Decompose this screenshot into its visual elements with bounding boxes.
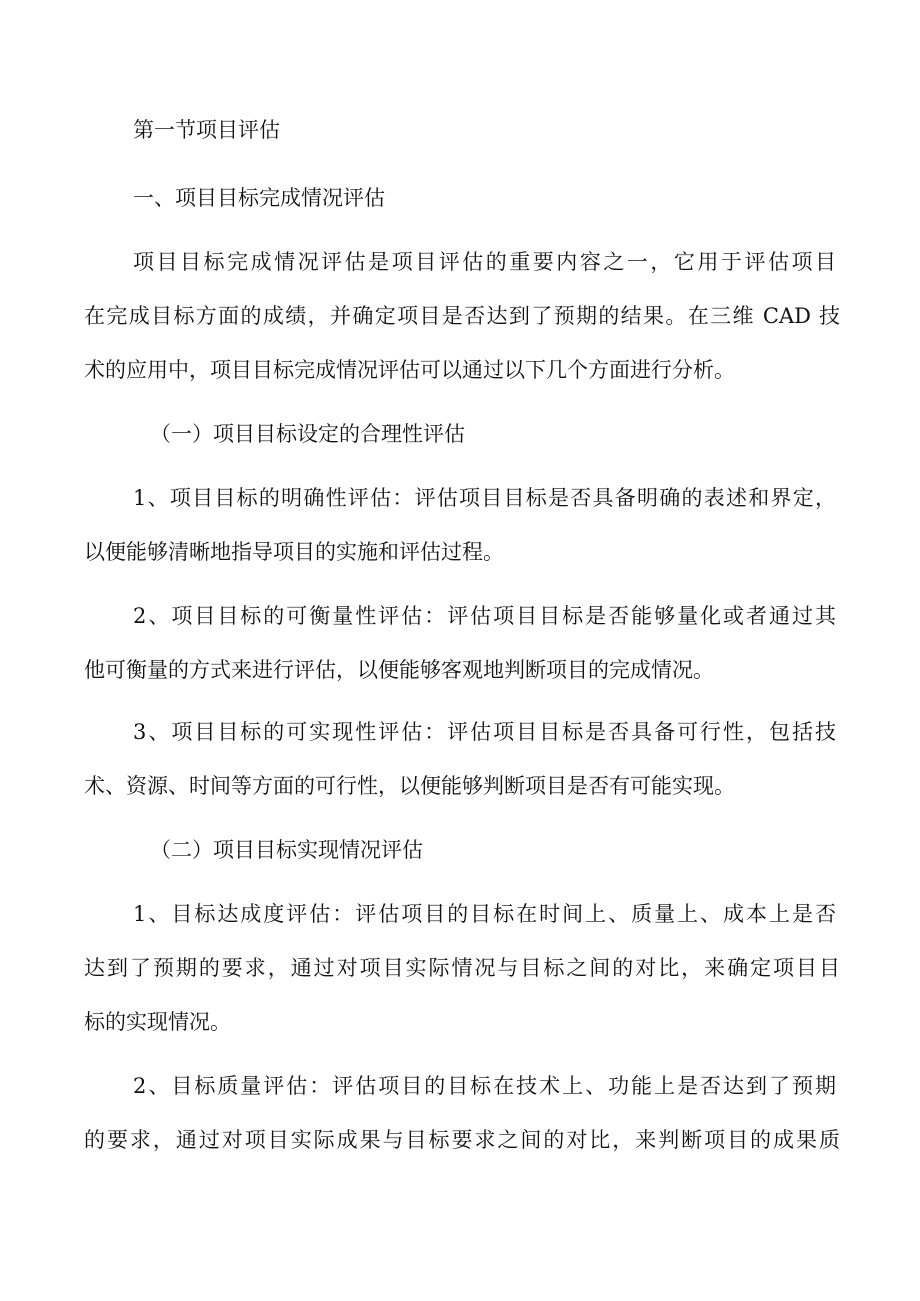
item-feasibility-line-1: 3、项目目标的可实现性评估：评估项目目标是否具备可行性，包括技: [133, 720, 836, 744]
item-achievement-line-2: 达到了预期的要求，通过对项目实际情况与目标之间的对比，来确定项目目: [84, 956, 840, 980]
item-feasibility-line-2: 术、资源、时间等方面的可行性，以便能够判断项目是否有可能实现。: [84, 774, 735, 798]
item-clarity-line-1: 1、项目目标的明确性评估：评估项目目标是否具备明确的表述和界定，: [133, 486, 836, 510]
intro-line-3: 术的应用中，项目目标完成情况评估可以通过以下几个方面进行分析。: [84, 358, 735, 382]
item-measurability-line-2: 他可衡量的方式来进行评估，以便能够客观地判断项目的完成情况。: [84, 658, 714, 682]
intro-line-1: 项目目标完成情况评估是项目评估的重要内容之一，它用于评估项目: [133, 250, 836, 274]
sub-heading-goal-setting: （一）项目目标设定的合理性评估: [150, 422, 465, 446]
sub-heading-goal-realization: （二）项目目标实现情况评估: [150, 838, 423, 862]
intro-line-2: 在完成目标方面的成绩，并确定项目是否达到了预期的结果。在三维 CAD 技: [84, 304, 840, 328]
section-title: 第一节项目评估: [133, 118, 280, 142]
item-measurability-line-1: 2、项目目标的可衡量性评估：评估项目目标是否能够量化或者通过其: [133, 604, 836, 628]
item-quality-line-1: 2、目标质量评估：评估项目的目标在技术上、功能上是否达到了预期: [133, 1074, 836, 1098]
item-quality-line-2: 的要求，通过对项目实际成果与目标要求之间的对比，来判断项目的成果质: [84, 1128, 840, 1152]
item-clarity-line-2: 以便能够清晰地指导项目的实施和评估过程。: [84, 540, 504, 564]
heading-project-goal-assessment: 一、项目目标完成情况评估: [133, 186, 385, 210]
item-achievement-line-1: 1、目标达成度评估：评估项目的目标在时间上、质量上、成本上是否: [133, 902, 836, 926]
item-achievement-line-3: 标的实现情况。: [84, 1010, 231, 1034]
